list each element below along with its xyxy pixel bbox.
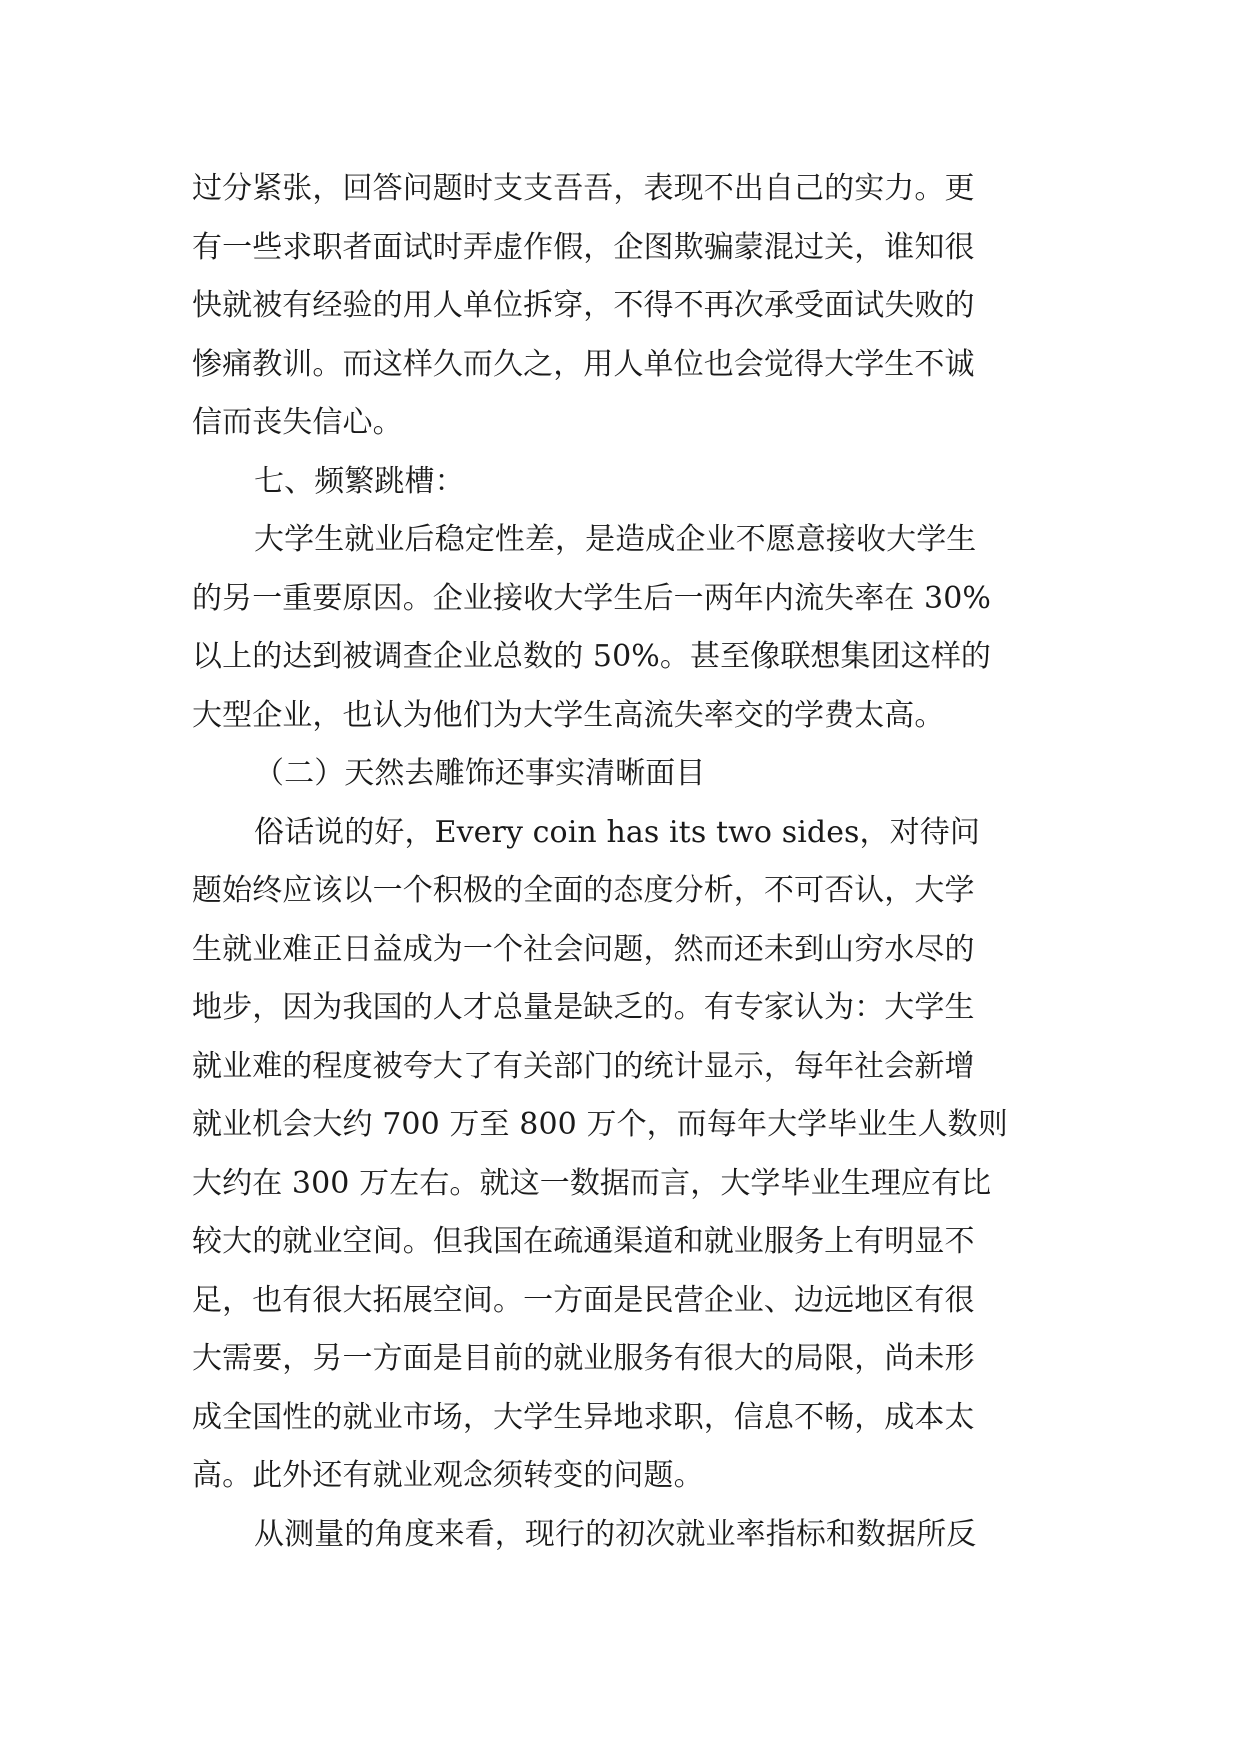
text-line: 大需要，另一方面是目前的就业服务有很大的局限，尚未形 (192, 1341, 975, 1376)
document-page (192, 160, 1060, 1564)
text-line: 以上的达到被调查企业总数的 50%。甚至像联想集团这样的 (192, 639, 992, 674)
text-line: 有一些求职者面试时弄虚作假，企图欺骗蒙混过关，谁知很 (192, 229, 975, 265)
text-line: 俗话说的好，Every coin has its two sides，对待问 (254, 814, 980, 850)
section-heading: 七、频繁跳槽： (254, 463, 465, 499)
text-line: 大约在 300 万左右。就这一数据而言，大学毕业生理应有比 (192, 1165, 992, 1201)
text-line: 大学生就业后稳定性差，是造成企业不愿意接收大学生 (254, 522, 977, 557)
text-line: 地步，因为我国的人才总量是缺乏的。有专家认为：大学生 (192, 990, 975, 1025)
text-line: 生就业难正日益成为一个社会问题，然而还未到山穷水尽的 (192, 931, 975, 967)
text-line: 惨痛教训。而这样久而久之，用人单位也会觉得大学生不诚 (192, 346, 975, 382)
text-line: 足，也有很大拓展空间。一方面是民营企业、边远地区有很 (192, 1282, 975, 1318)
text-line: 就业难的程度被夸大了有关部门的统计显示，每年社会新增 (192, 1048, 975, 1084)
text-line: 从测量的角度来看，现行的初次就业率指标和数据所反 (254, 1516, 977, 1552)
text-line: 高。此外还有就业观念须转变的问题。 (192, 1458, 704, 1493)
text-line: 大型企业，也认为他们为大学生高流失率交的学费太高。 (192, 697, 945, 733)
text-line: 的另一重要原因。企业接收大学生后一两年内流失率在 30% (192, 580, 992, 616)
section-heading: （二）天然去雕饰还事实清晰面目 (254, 756, 706, 791)
text-line: 过分紧张，回答问题时支支吾吾，表现不出自己的实力。更 (192, 171, 975, 206)
text-line: 快就被有经验的用人单位拆穿，不得不再次承受面试失败的 (192, 288, 975, 323)
text-line: 较大的就业空间。但我国在疏通渠道和就业服务上有明显不 (192, 1224, 975, 1259)
text-line: 就业机会大约 700 万至 800 万个，而每年大学毕业生人数则 (192, 1107, 1008, 1142)
text-line: 信而丧失信心。 (192, 405, 403, 440)
text-line: 题始终应该以一个积极的全面的态度分析，不可否认，大学 (192, 873, 975, 908)
text-line: 成全国性的就业市场，大学生异地求职，信息不畅，成本太 (192, 1399, 975, 1435)
